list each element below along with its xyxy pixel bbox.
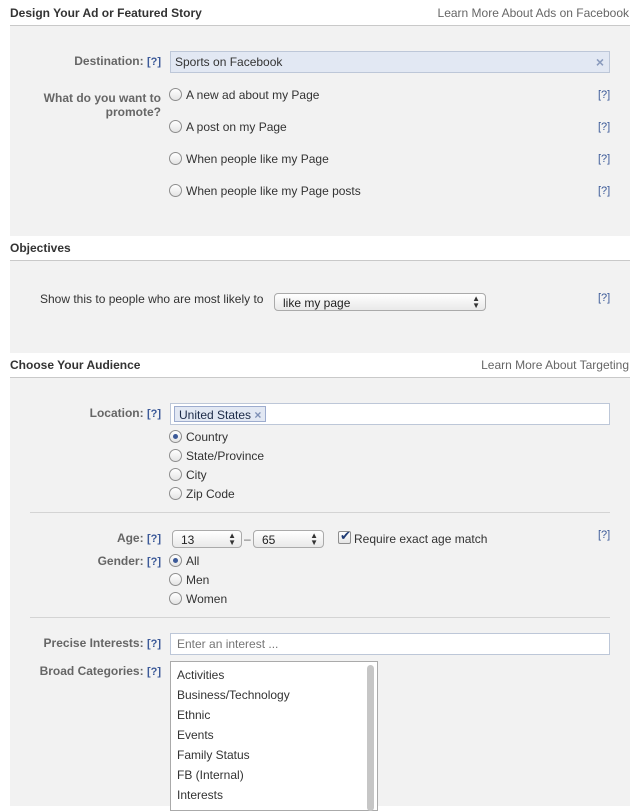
objective-help-link[interactable]: [?]: [598, 292, 611, 304]
age-help-link[interactable]: [?]: [146, 533, 161, 545]
remove-token-icon[interactable]: ×: [254, 408, 262, 422]
gender-radio[interactable]: [169, 573, 182, 586]
interests-help-link[interactable]: [?]: [146, 638, 161, 650]
location-token[interactable]: [174, 406, 266, 422]
gender-label: All: [186, 554, 200, 568]
age-max-select[interactable]: [253, 530, 324, 548]
gender-label: Gender: [?]: [97, 554, 161, 568]
checkmark-icon: ✔: [340, 528, 351, 543]
list-scrollbar[interactable]: [367, 665, 374, 811]
age-label: Age: [?]: [116, 531, 161, 545]
objective-prompt: Show this to people who are most likely to: [40, 292, 264, 306]
promote-option-label: When people like my Page: [186, 152, 329, 166]
broad-categories-label: Broad Categories: [?]: [39, 664, 161, 678]
audience-section-title: Choose Your Audience: [10, 358, 141, 372]
promote-option-label: When people like my Page posts: [186, 184, 361, 198]
location-type-radio[interactable]: [169, 449, 182, 462]
gender-label: Women: [186, 592, 228, 606]
age-range-dash: –: [244, 532, 251, 546]
age-min-select[interactable]: [172, 530, 242, 548]
location-type-radio[interactable]: [169, 430, 182, 443]
gender-radio[interactable]: [169, 592, 182, 605]
gender-radio[interactable]: [169, 554, 182, 567]
location-type-label: State/Province: [186, 449, 265, 463]
broad-category-item[interactable]: Events: [177, 728, 214, 742]
location-type-label: City: [186, 468, 207, 482]
location-divider: [30, 512, 610, 513]
destination-label: Destination: [?]: [74, 54, 161, 68]
location-help-link[interactable]: [?]: [146, 408, 161, 420]
promote-option-radio[interactable]: [169, 88, 182, 101]
select-stepper-icon: ▲ ▼: [472, 294, 480, 310]
promote-option-help-link[interactable]: [?]: [598, 121, 611, 133]
promote-label: What do you want to promote?: [43, 91, 161, 119]
broad-category-item[interactable]: Interests: [177, 788, 224, 802]
promote-option-radio[interactable]: [169, 152, 182, 165]
broad-category-item[interactable]: Activities: [177, 668, 225, 682]
location-type-label: Country: [186, 430, 229, 444]
objective-select[interactable]: [274, 293, 486, 311]
exact-age-label: Require exact age match: [354, 532, 488, 546]
promote-option-help-link[interactable]: [?]: [598, 153, 611, 165]
location-input[interactable]: [170, 403, 610, 425]
location-type-radio[interactable]: [169, 487, 182, 500]
objective-select-value: like my page: [283, 296, 351, 310]
clear-destination-icon[interactable]: ×: [595, 54, 604, 70]
exact-age-help-link[interactable]: [?]: [598, 529, 611, 541]
destination-value: Sports on Facebook: [175, 55, 283, 69]
promote-option-radio[interactable]: [169, 184, 182, 197]
location-token-label: United States: [179, 408, 252, 422]
design-section-title: Design Your Ad or Featured Story: [10, 6, 202, 20]
promote-option-label: A new ad about my Page: [186, 88, 320, 102]
promote-option-help-link[interactable]: [?]: [598, 185, 611, 197]
location-type-radio[interactable]: [169, 468, 182, 481]
broad-category-item[interactable]: Family Status: [177, 748, 250, 762]
broad-category-item[interactable]: Ethnic: [177, 708, 211, 722]
interests-input[interactable]: [170, 633, 610, 655]
destination-field[interactable]: [170, 51, 610, 73]
select-stepper-icon: ▲ ▼: [228, 531, 236, 547]
learn-more-targeting-link[interactable]: Learn More About Targeting: [481, 358, 629, 372]
broad-category-item[interactable]: Business/Technology: [177, 688, 290, 702]
gender-label: Men: [186, 573, 210, 587]
location-type-label: Zip Code: [186, 487, 235, 501]
exact-age-checkbox[interactable]: [338, 528, 351, 544]
age-min-value: 13: [181, 533, 195, 547]
gender-help-link[interactable]: [?]: [146, 556, 161, 568]
gender-divider: [30, 617, 610, 618]
objectives-section-title: Objectives: [10, 241, 71, 255]
promote-option-label: A post on my Page: [186, 120, 287, 134]
learn-more-ads-link[interactable]: Learn More About Ads on Facebook: [437, 6, 629, 20]
destination-help-link[interactable]: [?]: [146, 56, 161, 68]
precise-interests-label: Precise Interests: [?]: [43, 636, 161, 650]
location-label: Location: [?]: [89, 406, 161, 420]
broad-category-item[interactable]: FB (Internal): [177, 768, 244, 782]
broad-help-link[interactable]: [?]: [146, 666, 161, 678]
select-stepper-icon: ▲ ▼: [310, 531, 318, 547]
age-max-value: 65: [262, 533, 276, 547]
promote-option-radio[interactable]: [169, 120, 182, 133]
promote-option-help-link[interactable]: [?]: [598, 89, 611, 101]
